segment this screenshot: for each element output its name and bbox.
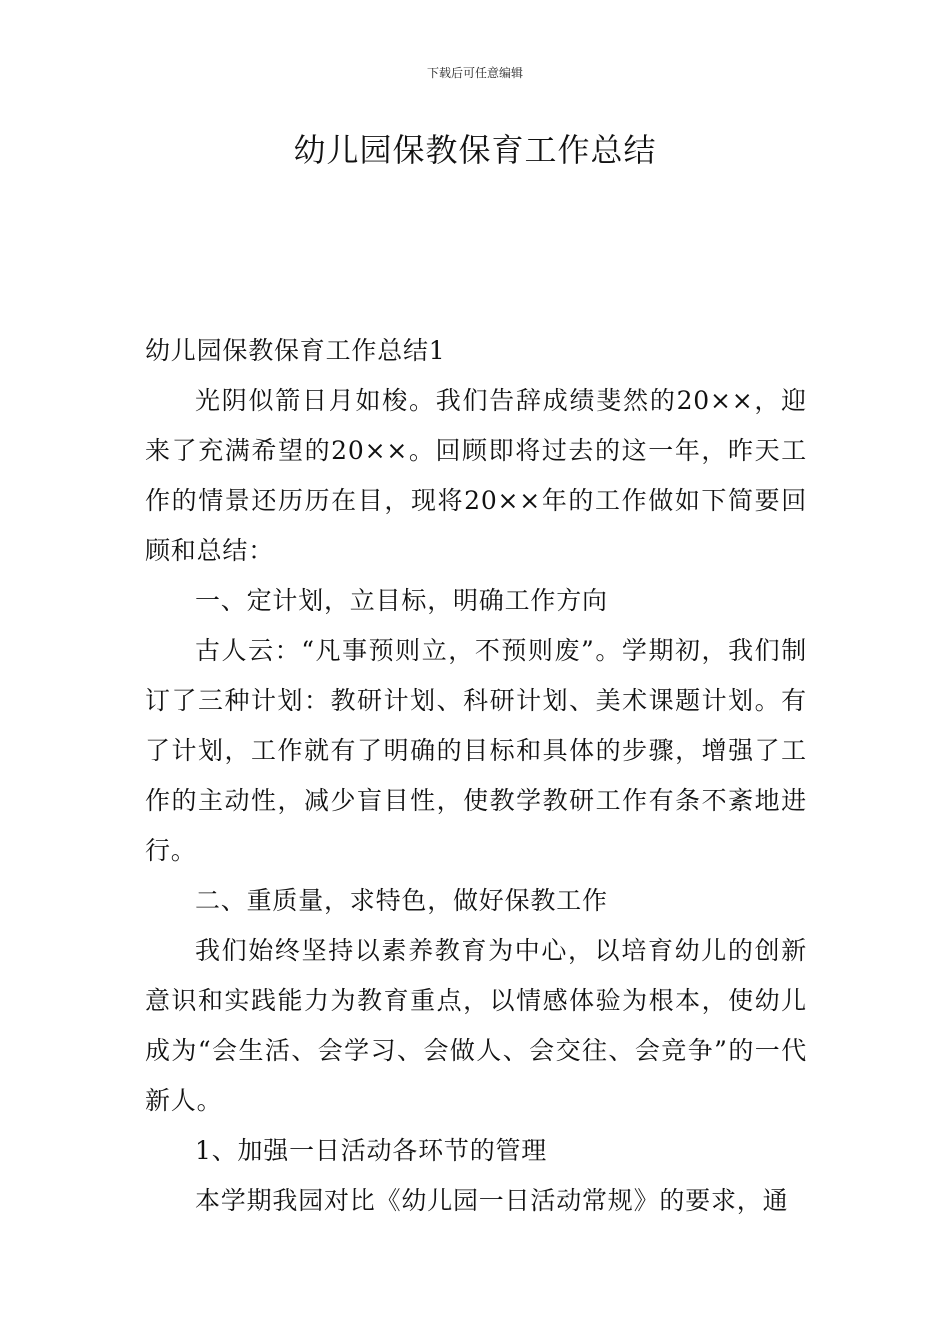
paragraph-1: 光阴似箭日月如梭。我们告辞成绩斐然的20××，迎来了充满希望的20××。回顾即将过去的这一年，昨天工作的情景还历历在目，现将20××年的工作做如下简要回顾和总结：: [145, 386, 807, 565]
header-note: 下载后可任意编辑: [426, 66, 523, 80]
section-heading-2: 二、重质量，求特色，做好保教工作: [195, 886, 608, 915]
paragraph-3: 我们始终坚持以素养教育为中心，以培育幼儿的创新意识和实践能力为教育重点，以情感体验为根本，使幼儿成为“会生活、会学习、会做人、会交往、会竞争”的一代新人。: [145, 936, 807, 1115]
section-heading-1: 一、定计划，立目标，明确工作方向: [195, 586, 608, 615]
section-subtitle: 幼儿园保教保育工作总结1: [145, 336, 446, 365]
document-body: [145, 326, 807, 1226]
paragraph-4: 本学期我园对比《幼儿园一日活动常规》的要求，通: [195, 1186, 789, 1215]
paragraph-2: 古人云：“凡事预则立，不预则废”。学期初，我们制订了三种计划：教研计划、科研计划、美术课题计划。有了计划，工作就有了明确的目标和具体的步骤，增强了工作的主动性，减少盲目性，使教学教研工作有条不紊地进行。: [145, 636, 807, 865]
document-title: 幼儿园保教保育工作总结: [293, 131, 657, 169]
subsection-heading-1: 1、加强一日活动各环节的管理: [195, 1136, 548, 1165]
